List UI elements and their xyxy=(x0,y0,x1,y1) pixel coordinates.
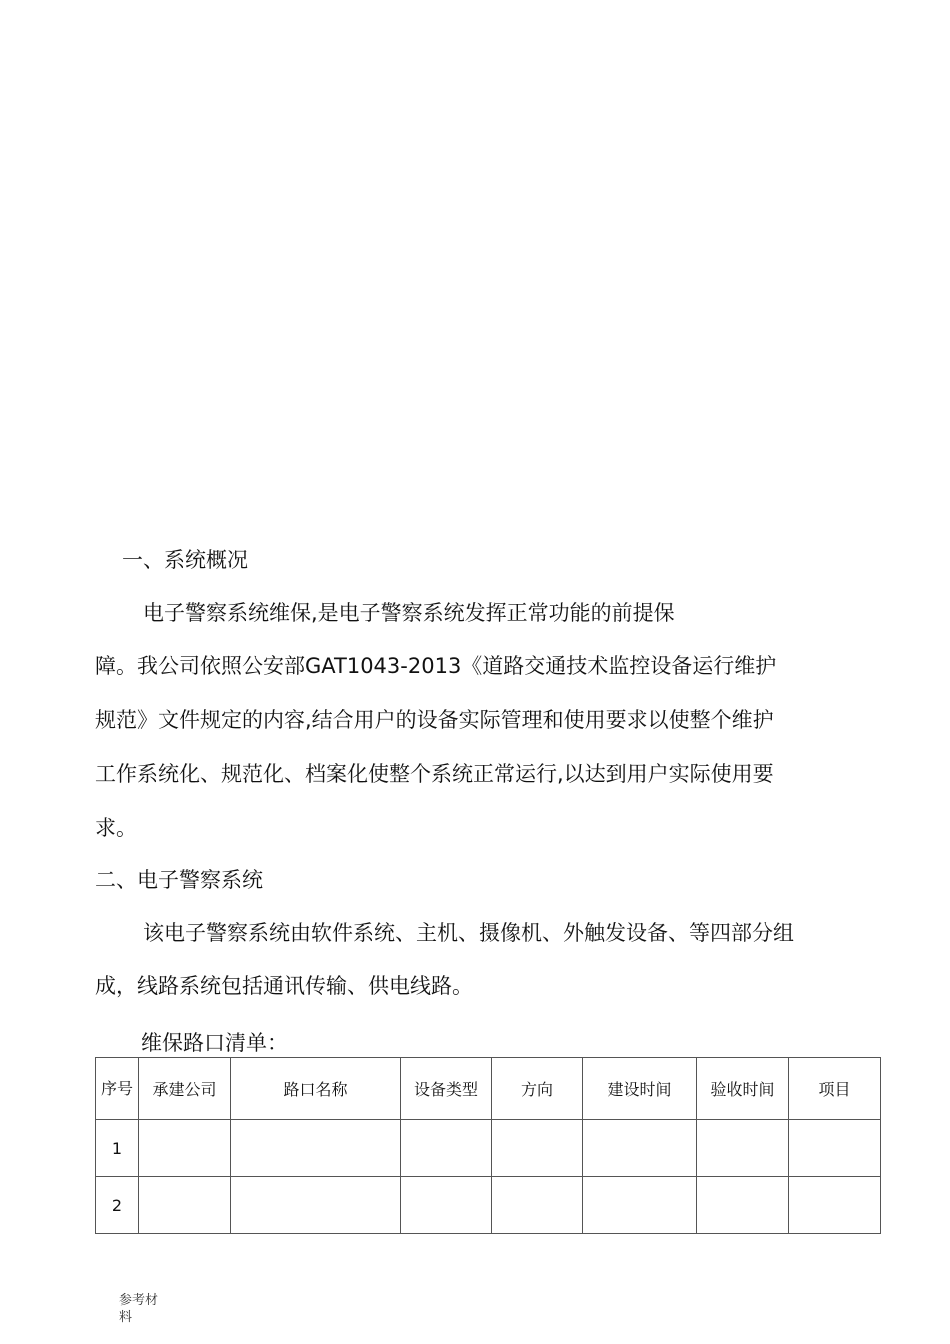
header-cell-acceptance-time: 验收时间 xyxy=(697,1058,789,1120)
table-cell xyxy=(401,1120,492,1177)
roster-title: 维保路口清单： xyxy=(141,1031,288,1055)
section1-heading: 一、系统概况 xyxy=(122,548,248,572)
table-header-row xyxy=(96,1058,881,1120)
section1-paragraph-line: 电子警察系统维保,是电子警察系统发挥正常功能的前提保 xyxy=(143,601,675,625)
table-cell: 1 xyxy=(96,1120,139,1177)
section2-paragraph-line: 成，线路系统包括通讯传输、供电线路。 xyxy=(95,974,473,998)
section1-paragraph-line: 障。我公司依照公安部GAT1043-2013《道路交通技术监控设备运行维护 xyxy=(95,654,777,678)
table-row xyxy=(96,1120,881,1177)
table-cell xyxy=(697,1120,789,1177)
table-cell xyxy=(139,1120,231,1177)
table-cell xyxy=(789,1177,881,1234)
header-cell-intersection: 路口名称 xyxy=(231,1058,401,1120)
section1-paragraph-line: 工作系统化、规范化、档案化使整个系统正常运行,以达到用户实际使用要 xyxy=(95,762,774,786)
table-cell xyxy=(789,1120,881,1177)
table-cell: 2 xyxy=(96,1177,139,1234)
header-cell-project: 项目 xyxy=(789,1058,881,1120)
section2-paragraph-line: 该电子警察系统由软件系统、主机、摄像机、外触发设备、等四部分组 xyxy=(143,921,794,945)
section2-heading: 二、电子警察系统 xyxy=(95,868,263,892)
table-row xyxy=(96,1177,881,1234)
header-cell-contractor: 承建公司 xyxy=(139,1058,231,1120)
section1-paragraph-line: 求。 xyxy=(95,816,137,840)
table-cell xyxy=(401,1177,492,1234)
table-cell xyxy=(697,1177,789,1234)
table-cell xyxy=(231,1177,401,1234)
table-cell xyxy=(583,1120,697,1177)
table-cell xyxy=(492,1120,583,1177)
header-cell-device-type: 设备类型 xyxy=(401,1058,492,1120)
table-cell xyxy=(139,1177,231,1234)
table-cell xyxy=(583,1177,697,1234)
section1-paragraph-line: 规范》文件规定的内容,结合用户的设备实际管理和使用要求以使整个维护 xyxy=(95,708,774,732)
header-cell-direction: 方向 xyxy=(492,1058,583,1120)
table-cell xyxy=(231,1120,401,1177)
page-footer: 参考材料 xyxy=(119,1293,159,1325)
header-cell-seq: 序号 xyxy=(96,1058,139,1120)
roster-table xyxy=(95,1057,881,1234)
header-cell-build-time: 建设时间 xyxy=(583,1058,697,1120)
table-cell xyxy=(492,1177,583,1234)
